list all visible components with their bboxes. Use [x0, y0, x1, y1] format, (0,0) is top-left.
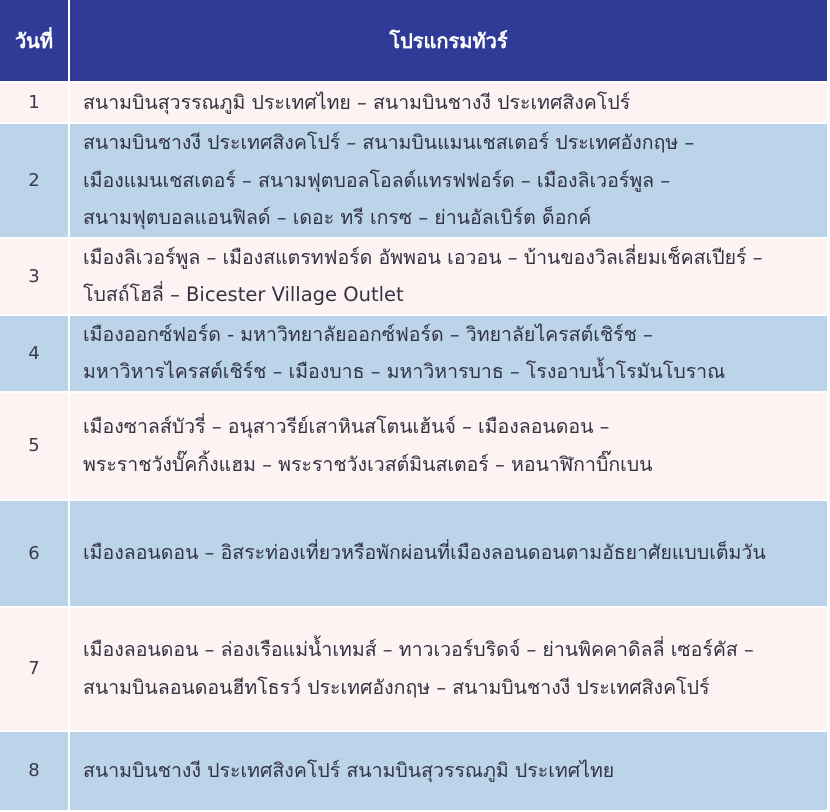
table-row: [0, 82, 828, 123]
program-cell: [69, 238, 828, 315]
program-cell: [69, 607, 828, 731]
program-line: มหาวิหารไครสต์เชิร์ช – เมืองบาธ – มหาวิหารบาธ – โรงอาบน้ำโรมันโบราณ: [83, 360, 726, 383]
program-line: โบสถ์โฮลี่ – Bicester Village Outlet: [83, 283, 404, 306]
day-number: 7: [0, 607, 69, 731]
program-line: สนามบินลอนดอนฮีทโธรว์ ประเทศอังกฤษ – สนามบินชางงี ประเทศสิงคโปร์: [83, 675, 710, 699]
header-row: [0, 0, 828, 82]
program-line: สนามบินสุวรรณภูมิ ประเทศไทย – สนามบินชางงี ประเทศสิงคโปร์: [83, 90, 631, 114]
program-cell: [69, 731, 828, 811]
day-number: 1: [0, 82, 69, 123]
program-line: สนามฟุตบอลแอนฟิลด์ – เดอะ ทรี เกรซ – ย่านอัลเบิร์ต ด็อกค์: [83, 206, 592, 229]
day-number: 2: [0, 123, 69, 238]
table-row: [0, 238, 828, 315]
program-line: เมืองออกซ์ฟอร์ด - มหาวิทยาลัยออกซ์ฟอร์ด – วิทยาลัยไครสต์เชิร์ช –: [83, 322, 653, 346]
table-row: [0, 607, 828, 731]
program-cell: [69, 315, 828, 392]
program-line: พระราชวังบั๊คกิ้งแฮม – พระราชวังเวสต์มินสเตอร์ – หอนาฬิกาบิ๊กเบน: [83, 452, 653, 476]
day-number: 5: [0, 392, 69, 500]
table-row: [0, 731, 828, 811]
program-cell: [69, 123, 828, 238]
day-number: 6: [0, 500, 69, 607]
program-line: สนามบินชางงี ประเทศสิงคโปร์ – สนามบินแมนเชสเตอร์ ประเทศอังกฤษ –: [83, 131, 695, 154]
header-program: โปรแกรมทัวร์: [69, 0, 828, 82]
program-cell: [69, 500, 828, 607]
table-row: [0, 500, 828, 607]
program-cell: [69, 392, 828, 500]
program-line: เมืองลอนดอน – ล่องเรือแม่น้ำเทมส์ – ทาวเวอร์บริดจ์ – ย่านพิคคาดิลลี่ เซอร์คัส –: [83, 638, 754, 661]
program-line: เมืองลอนดอน – อิสระท่องเที่ยวหรือพักผ่อนที่เมืองลอนดอนตามอัธยาศัยแบบเต็มวัน: [83, 541, 766, 565]
table-row: [0, 392, 828, 500]
program-cell: [69, 82, 828, 123]
program-line: สนามบินชางงี ประเทศสิงคโปร์ สนามบินสุวรรณภูมิ ประเทศไทย: [83, 758, 615, 782]
day-number: 4: [0, 315, 69, 392]
day-number: 8: [0, 731, 69, 811]
header-day: วันที่: [0, 0, 69, 82]
program-line: เมืองซาลส์บัวรี่ – อนุสาวรีย์เสาหินสโตนเฮ้นจ์ – เมืองลอนดอน –: [83, 415, 610, 438]
table-row: [0, 123, 828, 238]
program-line: เมืองลิเวอร์พูล – เมืองสแตรทฟอร์ด อัพพอน เอวอน – บ้านของวิลเลี่ยมเช็คสเปียร์ –: [83, 245, 763, 269]
program-line: เมืองแมนเชสเตอร์ – สนามฟุตบอลโอลด์แทรฟฟอร์ด – เมืองลิเวอร์พูล –: [83, 168, 671, 192]
table-row: [0, 315, 828, 392]
day-number: 3: [0, 238, 69, 315]
